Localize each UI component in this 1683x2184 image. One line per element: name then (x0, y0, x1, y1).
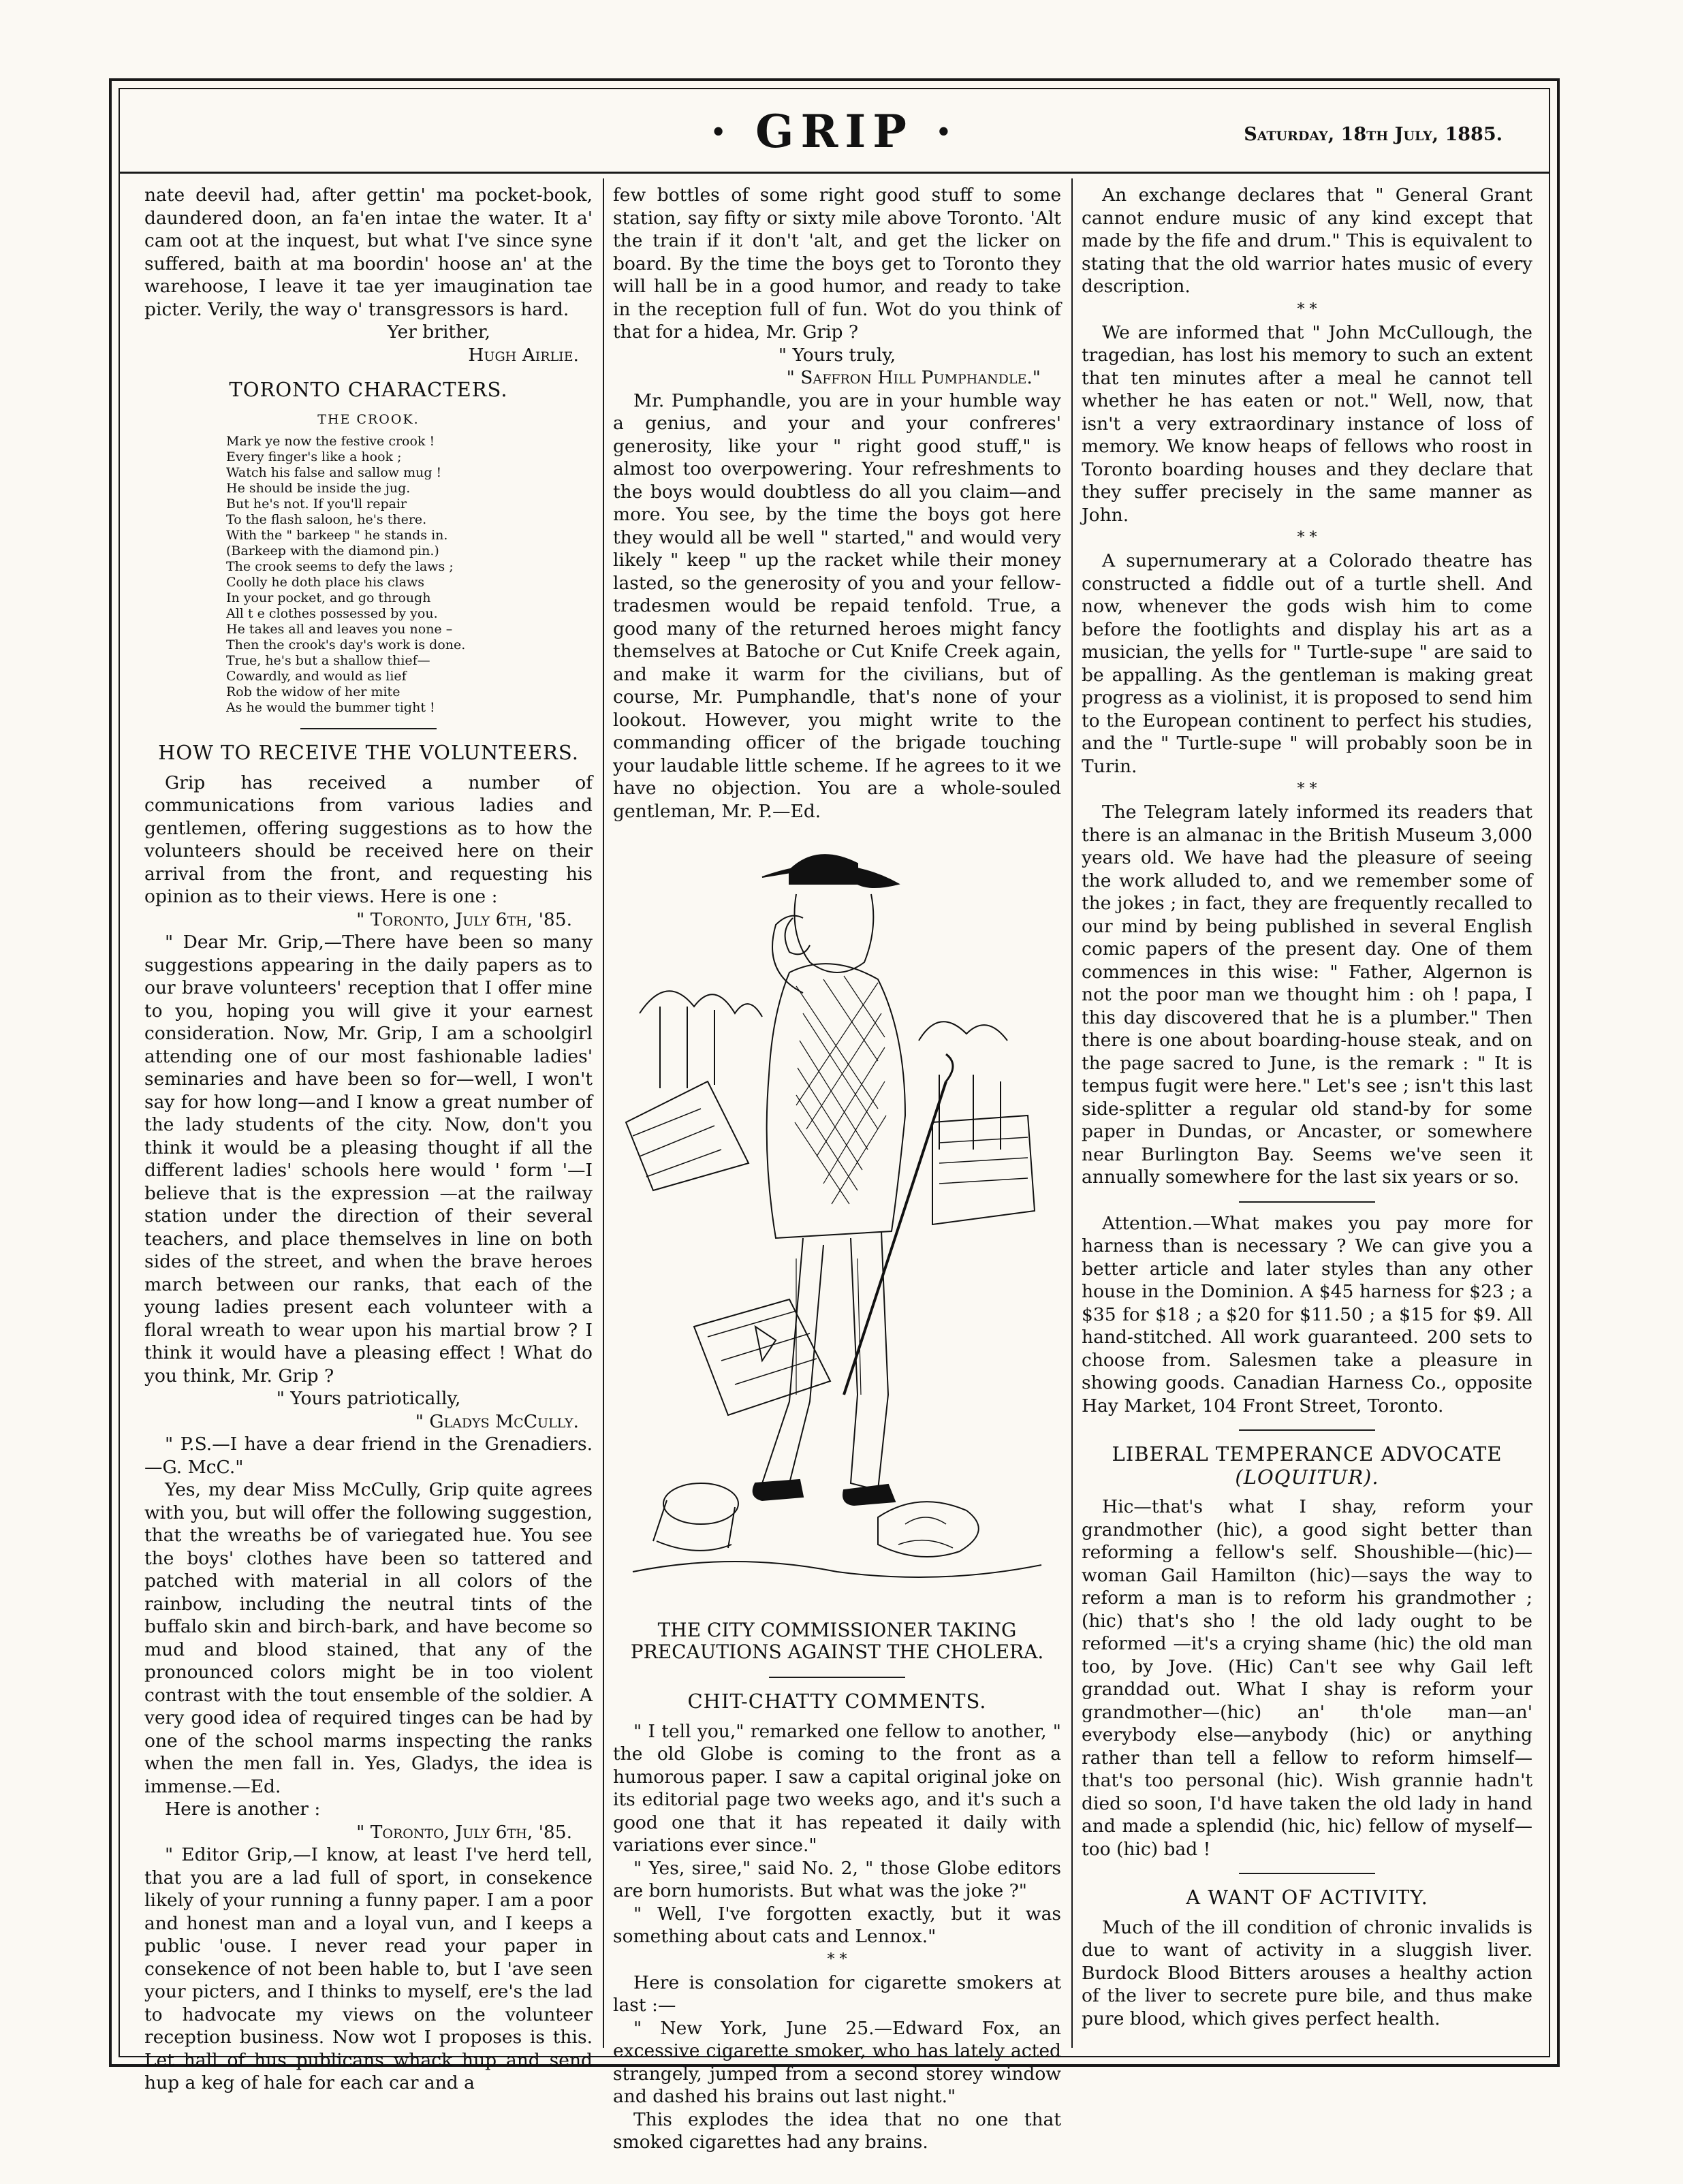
section-divider (769, 1677, 905, 1678)
poem-line: Rob the widow of her mite (226, 684, 400, 699)
poem-line: Then the crook's day's work is done. (226, 637, 466, 652)
poem-line: Coolly he doth place his claws (226, 575, 425, 590)
paragraph: Grip has received a number of communications from various ladies and gentlemen, offering suggestions as to how the volunteers should be received here on their arrival from the front, and requesting his opinion as to their views. Here is one : (144, 772, 593, 907)
section-divider (1239, 1429, 1375, 1431)
advertisement-burdock: Much of the ill condition of chronic invalids is due to want of activity in a sluggish liver. Burdock Blood Bitters arouses a healthy action of the liver to secrete pure bile, and thus make pure blood, which gives perfect health. (1082, 1916, 1532, 2029)
poem-line: True, he's but a shallow thief— (226, 653, 430, 668)
letter-signoff: " Yours patriotically, (276, 1388, 461, 1409)
heading-volunteers: HOW TO RECEIVE THE VOLUNTEERS. (158, 741, 579, 764)
heading-want-of-activity: A WANT OF ACTIVITY. (1186, 1886, 1428, 1909)
heading-toronto-characters: TORONTO CHARACTERS. (229, 378, 508, 401)
section-divider (300, 728, 437, 729)
column-2 (613, 184, 1061, 2154)
poem-line: All t e clothes possessed by you. (226, 606, 438, 621)
letter-signoff: " Yours truly, (778, 344, 896, 366)
paragraph: Here is consolation for cigarette smokers at last :— (613, 1972, 1061, 2016)
paragraph: Here is another : (165, 1799, 321, 1820)
paragraph: This explodes the idea that no one that smoked cigarettes had any brains. (613, 2108, 1061, 2153)
heading-liberal-temperance: LIBERAL TEMPERANCE ADVOCATE (1112, 1442, 1503, 1466)
masthead (119, 95, 1550, 177)
poem-line: To the flash saloon, he's there. (226, 512, 427, 527)
poem-line: With the " barkeep " he stands in. (226, 528, 448, 543)
editor-reply: Yes, my dear Miss McCully, Grip quite agrees with you, but will offer the following suggestion, that the wreaths be of variegated hue. You see the boys' clothes have been so tattered and patched with material in all colors of the rainbow, including the neutral tints of the buffalo skin and birch-bark, and have become so mud and blood stained, that any of the pronounced colors might be in too violent contrast with the tout ensemble of the soldier. A very good idea of required tinges can be had by one of the school marms inspecting the ranks when the men fall in. Yes, Gladys, the idea is immense.—Ed. (144, 1479, 593, 1797)
letter-body: " Dear Mr. Grip,—There have been so many suggestions appearing in the daily papers as to our brave volunteers' reception that I offer mine to you, hoping you will give it your earnest consideration. Now, Mr. Grip, I am a schoolgirl attending one of our most fashionable ladies' seminaries and have been so for—well, I won't say for how long—and I know a great number of the lady students of the city. Now, don't you think it would be a pleasing thought if all the different ladies' schools here would ' form '—I believe that is the expression —at the railway station under the direction of their several teachers, and place themselves in line on both sides of the street, and when the brave heroes march between our ranks, that each of the young ladies present each volunteer with a floral wreath to wear upon his martial brow ? I think it would have a pleasing effect ! What do you think, Mr. Grip ? (144, 932, 593, 1387)
cartoon-illustration (619, 836, 1055, 1613)
poem-line: But he's not. If you'll repair (226, 496, 407, 511)
poem-line: Every finger's like a hook ; (226, 449, 402, 464)
letter-dateline: " Toronto, July 6th, '85. (356, 1821, 572, 1843)
letter-signoff: Yer brither, (387, 321, 490, 343)
poem-line: He takes all and leaves you none – (226, 622, 453, 637)
poem-the-crook (226, 434, 593, 716)
poem-line: Cowardly, and would as lief (226, 669, 407, 684)
asterism: * * (1297, 780, 1317, 797)
poem-line: Watch his false and sallow mug ! (226, 465, 442, 480)
paragraph: " Yes, siree," said No. 2, " those Globe editors are born humorists. But what was the joke ?" (613, 1857, 1061, 1901)
column-3 (1082, 184, 1532, 2030)
section-divider (1239, 1873, 1375, 1874)
paragraph: A supernumerary at a Colorado theatre has constructed a fiddle out of a turtle shell. And now, whenever the gods wish him to come before the footlights and display his art as a musician, the yells for " Turtle-supe " are said to be appalling. As the gentleman is making great progress as a violinist, it is proposed to send him to the European continent to perfect his studies, and the " Turtle-supe " will probably soon be in Turin. (1082, 550, 1532, 777)
illustration-caption: THE CITY COMMISSIONER TAKING PRECAUTIONS AGAINST THE CHOLERA. (630, 1619, 1044, 1663)
letter-author: " Gladys McCully. (415, 1410, 579, 1432)
paragraph: Hic—that's what I shay, reform your grandmother (hic), a good sight better than reforming a fellow's self. Shoushible—(hic)—woman Gail Hamilton (hic)—says the way to reform a man is to reform his grandmother ; (hic) that's sho ! the old lady ought to be reformed —it's a crying shame (hic) the old man too, by Jove. (Hic) Can't see why Gail left granddad out. What I shay is reform your grandmother—(hic) an' th'ole man—an' everybody else—anybody (hic) or anything rather than tell a fellow to reform himself—that's too personal (hic). Wish grannie hadn't died so soon, I'd have taken the old lady in hand and made a splendid (hic, hic) fellow of myself—too (hic) bad ! (1082, 1496, 1532, 1860)
poem-line: He should be inside the jug. (226, 481, 411, 496)
paragraph: We are informed that " John McCullough, the tragedian, has lost his memory to such an extent that ten minutes after a meal he cannot tell whether he has eaten or not." Well, now, that isn't a very extraordinary instance of loss of memory. We know heaps of fellows who roost in Toronto boarding houses and they declare that they suffer precisely in the same manner as John. (1082, 321, 1532, 526)
paragraph: " P.S.—I have a dear friend in the Grenadiers.—G. McC." (144, 1434, 593, 1478)
column-rule-1 (603, 178, 604, 2048)
paragraph: " I tell you," remarked one fellow to another, " the old Globe is coming to the front as a humorous paper. I saw a capital original joke on its editorial page two weeks ago, and it's such a good one that it has repeated it daily with variations ever since." (613, 1720, 1061, 1856)
asterism: * * (1297, 300, 1317, 318)
poem-line: The crook seems to defy the laws ; (226, 559, 454, 574)
asterism: * * (827, 1950, 847, 1968)
paragraph: The Telegram lately informed its readers that there is an almanac in the British Museum 3,000 years old. We have had the pleasure of seeing the work alluded to, and we remember some of the jokes ; in fact, they are frequently recalled to our mind by being published in several English comic papers of the present day. One of them commences in this wise: " Father, Algernon is not the poor man we thought him : oh ! papa, I this day discovered that he is a plumber." Then there is one about boarding-house steak, and on the page sacred to June, is the remark : " It is tempus fugit were here." Let's see ; isn't this last side-splitter a regular old stand-by for some paper in Dundas, or Ancaster, or somewhere near Burlington Bay. Seems we've seen it annually somewhere for the last six years or so. (1082, 802, 1532, 1188)
column-1 (144, 184, 593, 2095)
quote: " New York, June 25.—Edward Fox, an excessive cigarette smoker, who has lately acted strangely, jumped from a second storey window and dashed his brains out last night." (613, 2017, 1061, 2107)
article-continuation: nate deevil had, after gettin' ma pocket-book, daundered doon, an fa'en intae the water. It a' cam oot at the inquest, but what I've since syne suffered, baith at ma boordin' hoose an' at the warehoose, I leave it tae yer imaugination tae picter. Verily, the way o' transgressors is hard. (144, 185, 593, 320)
paragraph: " Well, I've forgotten exactly, but it was something about cats and Lennox." (613, 1903, 1061, 1947)
letter-dateline: " Toronto, July 6th, '85. (356, 908, 572, 930)
masthead-title: · GRIP · (710, 105, 958, 158)
editor-reply: Mr. Pumphandle, you are in your humble way a genius, and your and your confreres' generosity, like your " right good stuff," is almost too overpowering. Your refreshments to the boys would doubtless do all you claim—and more. You see, by the time the boys got here they would all be well " started," and would very likely " keep " up the racket while their money lasted, so the generosity of you and your fellow-tradesmen would be repaid tenfold. True, a good many of the returned heroes might fancy themselves at Batoche or Cut Knife Creek again, and make it warm for the civilians, but of course, Mr. Pumphandle, that's none of your lookout. However, you might write to the commanding officer of the brigade touching your laudable little scheme. If he agrees to it we have no objection. You are a whole-souled gentleman, Mr. P.—Ed. (613, 390, 1061, 822)
subheading-the-crook: THE CROOK. (317, 411, 420, 427)
poem-line: In your pocket, and go through (226, 590, 431, 605)
letter-author: Hugh Airlie. (468, 344, 579, 366)
section-divider (1239, 1201, 1375, 1203)
heading-loquitur: (LOQUITUR). (1235, 1465, 1379, 1489)
letter-body: " Editor Grip,—I know, at least I've herd tell, that you are a lad full of sport, in consekence likely of your running a funny paper. I am a poor and honest man and a loyal vun, and I keeps a public 'ouse. I never read your paper in consekence of not been hable to, but I 'ave seen your picters, and I thinks to myself, ere's the lad to hadvocate my views on the volunteer reception business. Now wot I proposes is this. Let hall of hus publicans whack hup and send hup a keg of hale for each car and a (144, 1844, 593, 2093)
masthead-date: Saturday, 18th July, 1885. (1244, 124, 1503, 145)
poem-line: Mark ye now the festive crook ! (226, 434, 435, 449)
letter-continuation: few bottles of some right good stuff to some station, say fifty or sixty mile above Toronto. 'Alt the train if it don't 'alt, and get the licker on board. By the time the boys get to Toronto they will hall be in a good humor, and ready to take in the reception full of fun. Wot do you think of that for a hidea, Mr. Grip ? (613, 185, 1061, 343)
advertisement-harness: Attention.—What makes you pay more for harness than is necessary ? We can give you a better article and later styles than any other house in the Dominion. A $45 harness for $23 ; a $35 for $18 ; a $20 for $11.50 ; a $15 for $9. All hand-stitched. All work guaranteed. 200 sets to choose from. Salesmen take a pleasure in showing goods. Canadian Harness Co., opposite Hay Market, 104 Front Street, Toronto. (1082, 1212, 1532, 1417)
letter-author: " Saffron Hill Pumphandle." (786, 367, 1041, 388)
asterism: * * (1297, 529, 1317, 546)
poem-line: (Barkeep with the diamond pin.) (226, 543, 439, 558)
paragraph: An exchange declares that " General Grant cannot endure music of any kind except that made by the fife and drum." This is equivalent to stating that the old warrior hates music of every description. (1082, 185, 1532, 297)
column-rule-2 (1071, 178, 1073, 2048)
poem-line: As he would the bummer tight ! (226, 700, 435, 715)
heading-chit-chatty: CHIT-CHATTY COMMENTS. (687, 1690, 987, 1713)
masthead-rule (119, 172, 1550, 174)
